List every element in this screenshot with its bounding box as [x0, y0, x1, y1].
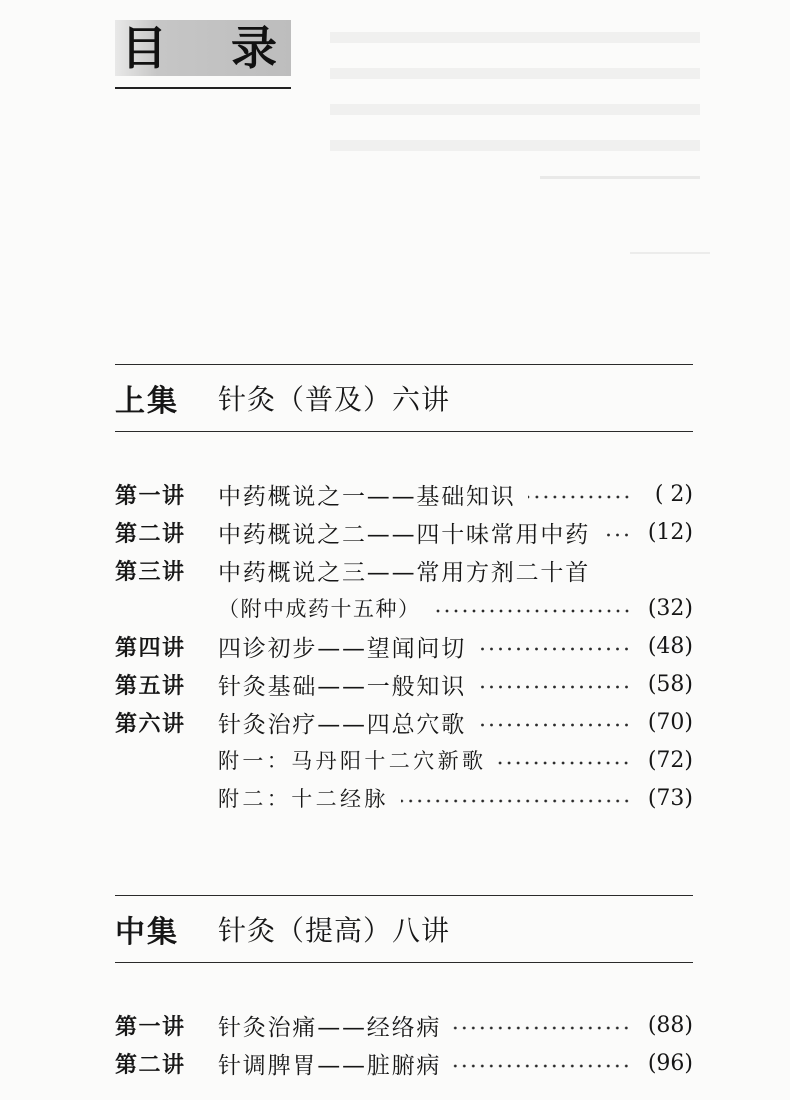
leader-dots — [453, 1025, 631, 1031]
toc-entry — [115, 551, 693, 589]
toc-list — [115, 475, 693, 817]
toc-entry — [115, 1006, 693, 1044]
leader-dots — [453, 1063, 631, 1069]
leader-dots — [498, 760, 631, 766]
lecture-number: 第三讲 — [115, 559, 186, 585]
page-number: (73) — [647, 785, 693, 811]
section-name: 针灸（普及）六讲 — [218, 383, 451, 416]
entry-title: 中药概说之一——基础知识 — [218, 483, 516, 510]
entry-title: 中药概说之二——四十味常用中药 — [218, 521, 590, 548]
title-underline — [115, 87, 291, 89]
toc-sub-entry — [115, 589, 693, 627]
toc-entry — [115, 665, 693, 703]
section-volume-2 — [115, 895, 693, 1082]
leader-dots — [478, 684, 631, 690]
lecture-number: 第一讲 — [115, 1014, 186, 1040]
lecture-number: 第四讲 — [115, 635, 186, 661]
entry-title: 中药概说之三——常用方剂二十首 — [218, 559, 590, 586]
leader-dots — [401, 798, 631, 804]
leader-dots — [478, 722, 631, 728]
page-number: (48) — [647, 633, 693, 659]
page-number: (72) — [647, 747, 693, 773]
page-number: (12) — [647, 519, 693, 545]
section-label: 上集 — [115, 384, 179, 419]
toc-sub-entry — [115, 779, 693, 817]
lecture-number: 第一讲 — [115, 483, 186, 509]
page-number: (96) — [647, 1050, 693, 1076]
section-label: 中集 — [115, 915, 179, 950]
lecture-number: 第二讲 — [115, 521, 186, 547]
toc-list — [115, 1006, 693, 1082]
leader-dots — [602, 532, 631, 538]
entry-title: 四诊初步——望闻问切 — [218, 635, 466, 662]
leader-dots — [433, 608, 632, 614]
page-number: ( 2) — [654, 481, 693, 507]
entry-title: 附一：马丹阳十二穴新歌 — [218, 749, 487, 773]
toc-entry — [115, 1044, 693, 1082]
section-volume-1 — [115, 364, 693, 817]
leader-dots — [528, 494, 631, 500]
page-number: (70) — [647, 709, 693, 735]
title-shading — [115, 20, 302, 76]
page-number: (32) — [647, 595, 693, 621]
entry-title: 针灸治痛——经络病 — [218, 1014, 442, 1041]
entry-title: 针灸治疗——四总穴歌 — [218, 711, 466, 738]
section-rule-bottom — [115, 962, 693, 963]
lecture-number: 第六讲 — [115, 711, 186, 737]
section-rule-bottom — [115, 431, 693, 432]
toc-entry — [115, 703, 693, 741]
section-heading — [115, 896, 693, 962]
page-number: (88) — [647, 1012, 693, 1038]
entry-title: 附二：十二经脉 — [218, 787, 389, 811]
entry-title: 针灸基础——一般知识 — [218, 673, 466, 700]
page-number: (58) — [647, 671, 693, 697]
section-heading — [115, 365, 693, 431]
toc-sub-entry — [115, 741, 693, 779]
toc-entry — [115, 513, 693, 551]
leader-dots — [478, 646, 631, 652]
lecture-number: 第五讲 — [115, 673, 186, 699]
entry-title: 针调脾胃——脏腑病 — [218, 1052, 442, 1079]
toc-entry — [115, 475, 693, 513]
page-title: 目 录 — [121, 21, 302, 75]
entry-title: （附中成药十五种） — [218, 597, 421, 621]
section-name: 针灸（提高）八讲 — [218, 914, 451, 947]
lecture-number: 第二讲 — [115, 1052, 186, 1078]
toc-entry — [115, 627, 693, 665]
